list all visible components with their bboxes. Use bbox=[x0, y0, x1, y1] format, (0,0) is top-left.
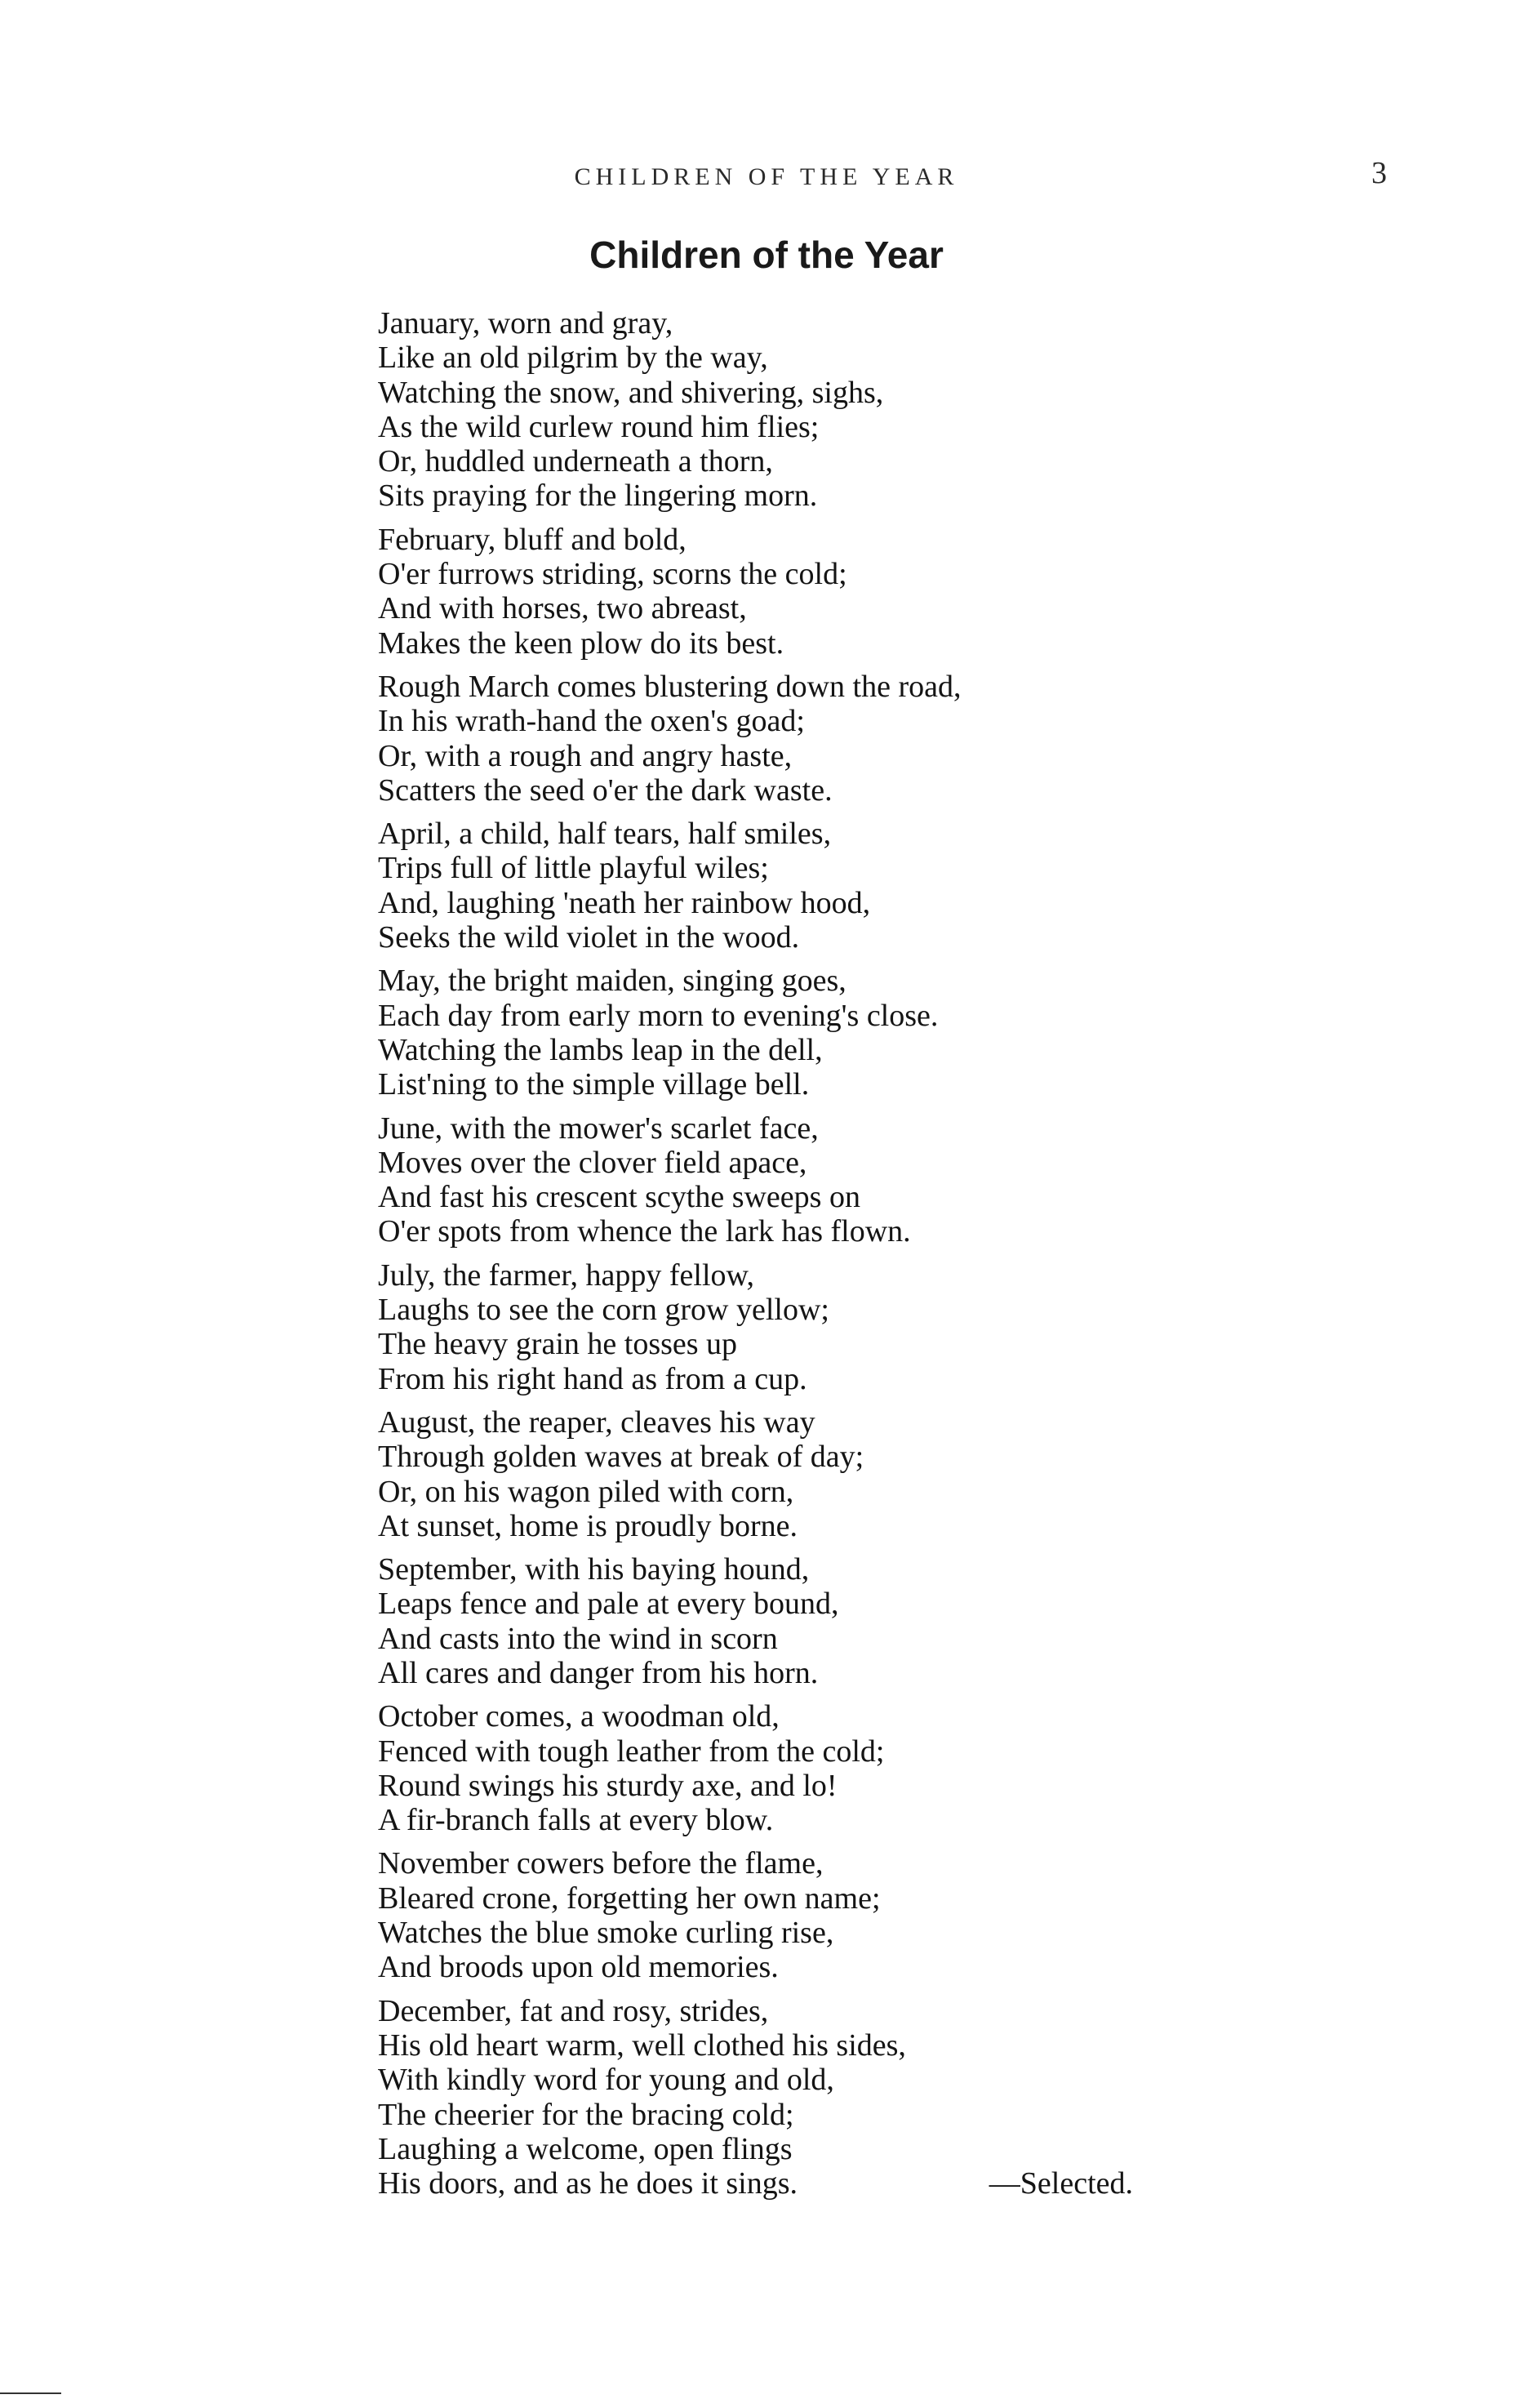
stanza bbox=[378, 523, 1194, 661]
poem-line: Or, with a rough and angry haste, bbox=[378, 738, 793, 773]
poem-line: November cowers before the flame, bbox=[378, 1846, 824, 1881]
poem-line: October comes, a woodman old, bbox=[378, 1699, 780, 1734]
poem-line: Each day from early morn to evening's close. bbox=[378, 998, 939, 1033]
poem-line: Makes the keen plow do its best. bbox=[378, 625, 784, 661]
poem-line: January, worn and gray, bbox=[378, 306, 673, 341]
poem-line: Watching the lambs leap in the dell, bbox=[378, 1032, 823, 1067]
poem-line: And casts into the wind in scorn bbox=[378, 1621, 778, 1656]
stanza bbox=[378, 1994, 1194, 2201]
poem-line: Rough March comes blustering down the road, bbox=[378, 669, 962, 704]
stanza bbox=[378, 1846, 1194, 1984]
poem-line: At sunset, home is proudly borne. bbox=[378, 1508, 798, 1543]
poem-line: And with horses, two abreast, bbox=[378, 591, 747, 626]
poem-line: Laughs to see the corn grow yellow; bbox=[378, 1293, 829, 1328]
poem-line: And, laughing 'neath her rainbow hood, bbox=[378, 885, 871, 920]
poem-line: His old heart warm, well clothed his sides, bbox=[378, 2027, 906, 2063]
poem-line: Trips full of little playful wiles; bbox=[378, 851, 769, 886]
poem-line: August, the reaper, cleaves his way bbox=[378, 1404, 815, 1440]
poem-line: And broods upon old memories. bbox=[378, 1950, 779, 1985]
stanza bbox=[378, 1258, 1194, 1396]
stanza bbox=[378, 964, 1194, 1102]
poem-line: Or, huddled underneath a thorn, bbox=[378, 444, 773, 479]
stanza bbox=[378, 306, 1194, 514]
poem-line: List'ning to the simple village bell. bbox=[378, 1067, 810, 1102]
poem-line: May, the bright maiden, singing goes, bbox=[378, 964, 846, 999]
stanza bbox=[378, 1552, 1194, 1690]
poem-line bbox=[378, 2166, 1133, 2201]
poem-line: Round swings his sturdy axe, and lo! bbox=[378, 1768, 838, 1803]
stanza bbox=[378, 670, 1194, 808]
poem-line: All cares and danger from his horn. bbox=[378, 1655, 819, 1690]
poem-line: February, bluff and bold, bbox=[378, 522, 687, 557]
stanza bbox=[378, 1699, 1194, 1837]
bottom-rule bbox=[0, 2392, 61, 2394]
poem-line: And fast his crescent scythe sweeps on bbox=[378, 1180, 860, 1215]
poem-line: Watching the snow, and shivering, sighs, bbox=[378, 375, 884, 410]
poem-line: Or, on his wagon piled with corn, bbox=[378, 1474, 794, 1509]
poem-line: Fenced with tough leather from the cold; bbox=[378, 1734, 885, 1769]
poem-line: In his wrath-hand the oxen's goad; bbox=[378, 704, 805, 739]
stanza bbox=[378, 817, 1194, 955]
poem-line: Scatters the seed o'er the dark waste. bbox=[378, 772, 833, 808]
poem-line: With kindly word for young and old, bbox=[378, 2063, 834, 2098]
poem-line: April, a child, half tears, half smiles, bbox=[378, 817, 832, 852]
page-number: 3 bbox=[1371, 156, 1387, 190]
poem-line: Leaps fence and pale at every bound, bbox=[378, 1587, 839, 1622]
poem-line: O'er spots from whence the lark has flown. bbox=[378, 1214, 911, 1249]
stanza bbox=[378, 1405, 1194, 1543]
poem-line: Watches the blue smoke curling rise, bbox=[378, 1916, 834, 1951]
poem-line: Laughing a welcome, open flings bbox=[378, 2131, 793, 2166]
poem-line-text: His doors, and as he does it sings. bbox=[378, 2166, 798, 2201]
poem-line: The heavy grain he tosses up bbox=[378, 1327, 738, 1362]
poem-line: A fir-branch falls at every blow. bbox=[378, 1803, 774, 1838]
poem-line: July, the farmer, happy fellow, bbox=[378, 1257, 755, 1293]
poem-line: Seeks the wild violet in the wood. bbox=[378, 920, 800, 955]
poem-line: Bleared crone, forgetting her own name; bbox=[378, 1881, 881, 1916]
poem-line: From his right hand as from a cup. bbox=[378, 1361, 807, 1396]
poem-line: Through golden waves at break of day; bbox=[378, 1440, 864, 1475]
poem-line: As the wild curlew round him flies; bbox=[378, 409, 820, 444]
poem-line: Moves over the clover field apace, bbox=[378, 1145, 807, 1180]
poem-line: Like an old pilgrim by the way, bbox=[378, 341, 768, 376]
stanza bbox=[378, 1111, 1194, 1249]
running-head: CHILDREN OF THE YEAR bbox=[574, 163, 959, 190]
poem-line: September, with his baying hound, bbox=[378, 1552, 810, 1587]
poem-line: O'er furrows striding, scorns the cold; bbox=[378, 557, 847, 592]
poem-line: Sits praying for the lingering morn. bbox=[378, 478, 818, 514]
poem-body bbox=[378, 306, 1194, 2210]
attribution: —Selected. bbox=[989, 2166, 1133, 2201]
poem-line: December, fat and rosy, strides, bbox=[378, 1993, 769, 2028]
poem-line: June, with the mower's scarlet face, bbox=[378, 1111, 819, 1146]
poem-title: Children of the Year bbox=[589, 234, 944, 276]
poem-line: The cheerier for the bracing cold; bbox=[378, 2097, 794, 2132]
